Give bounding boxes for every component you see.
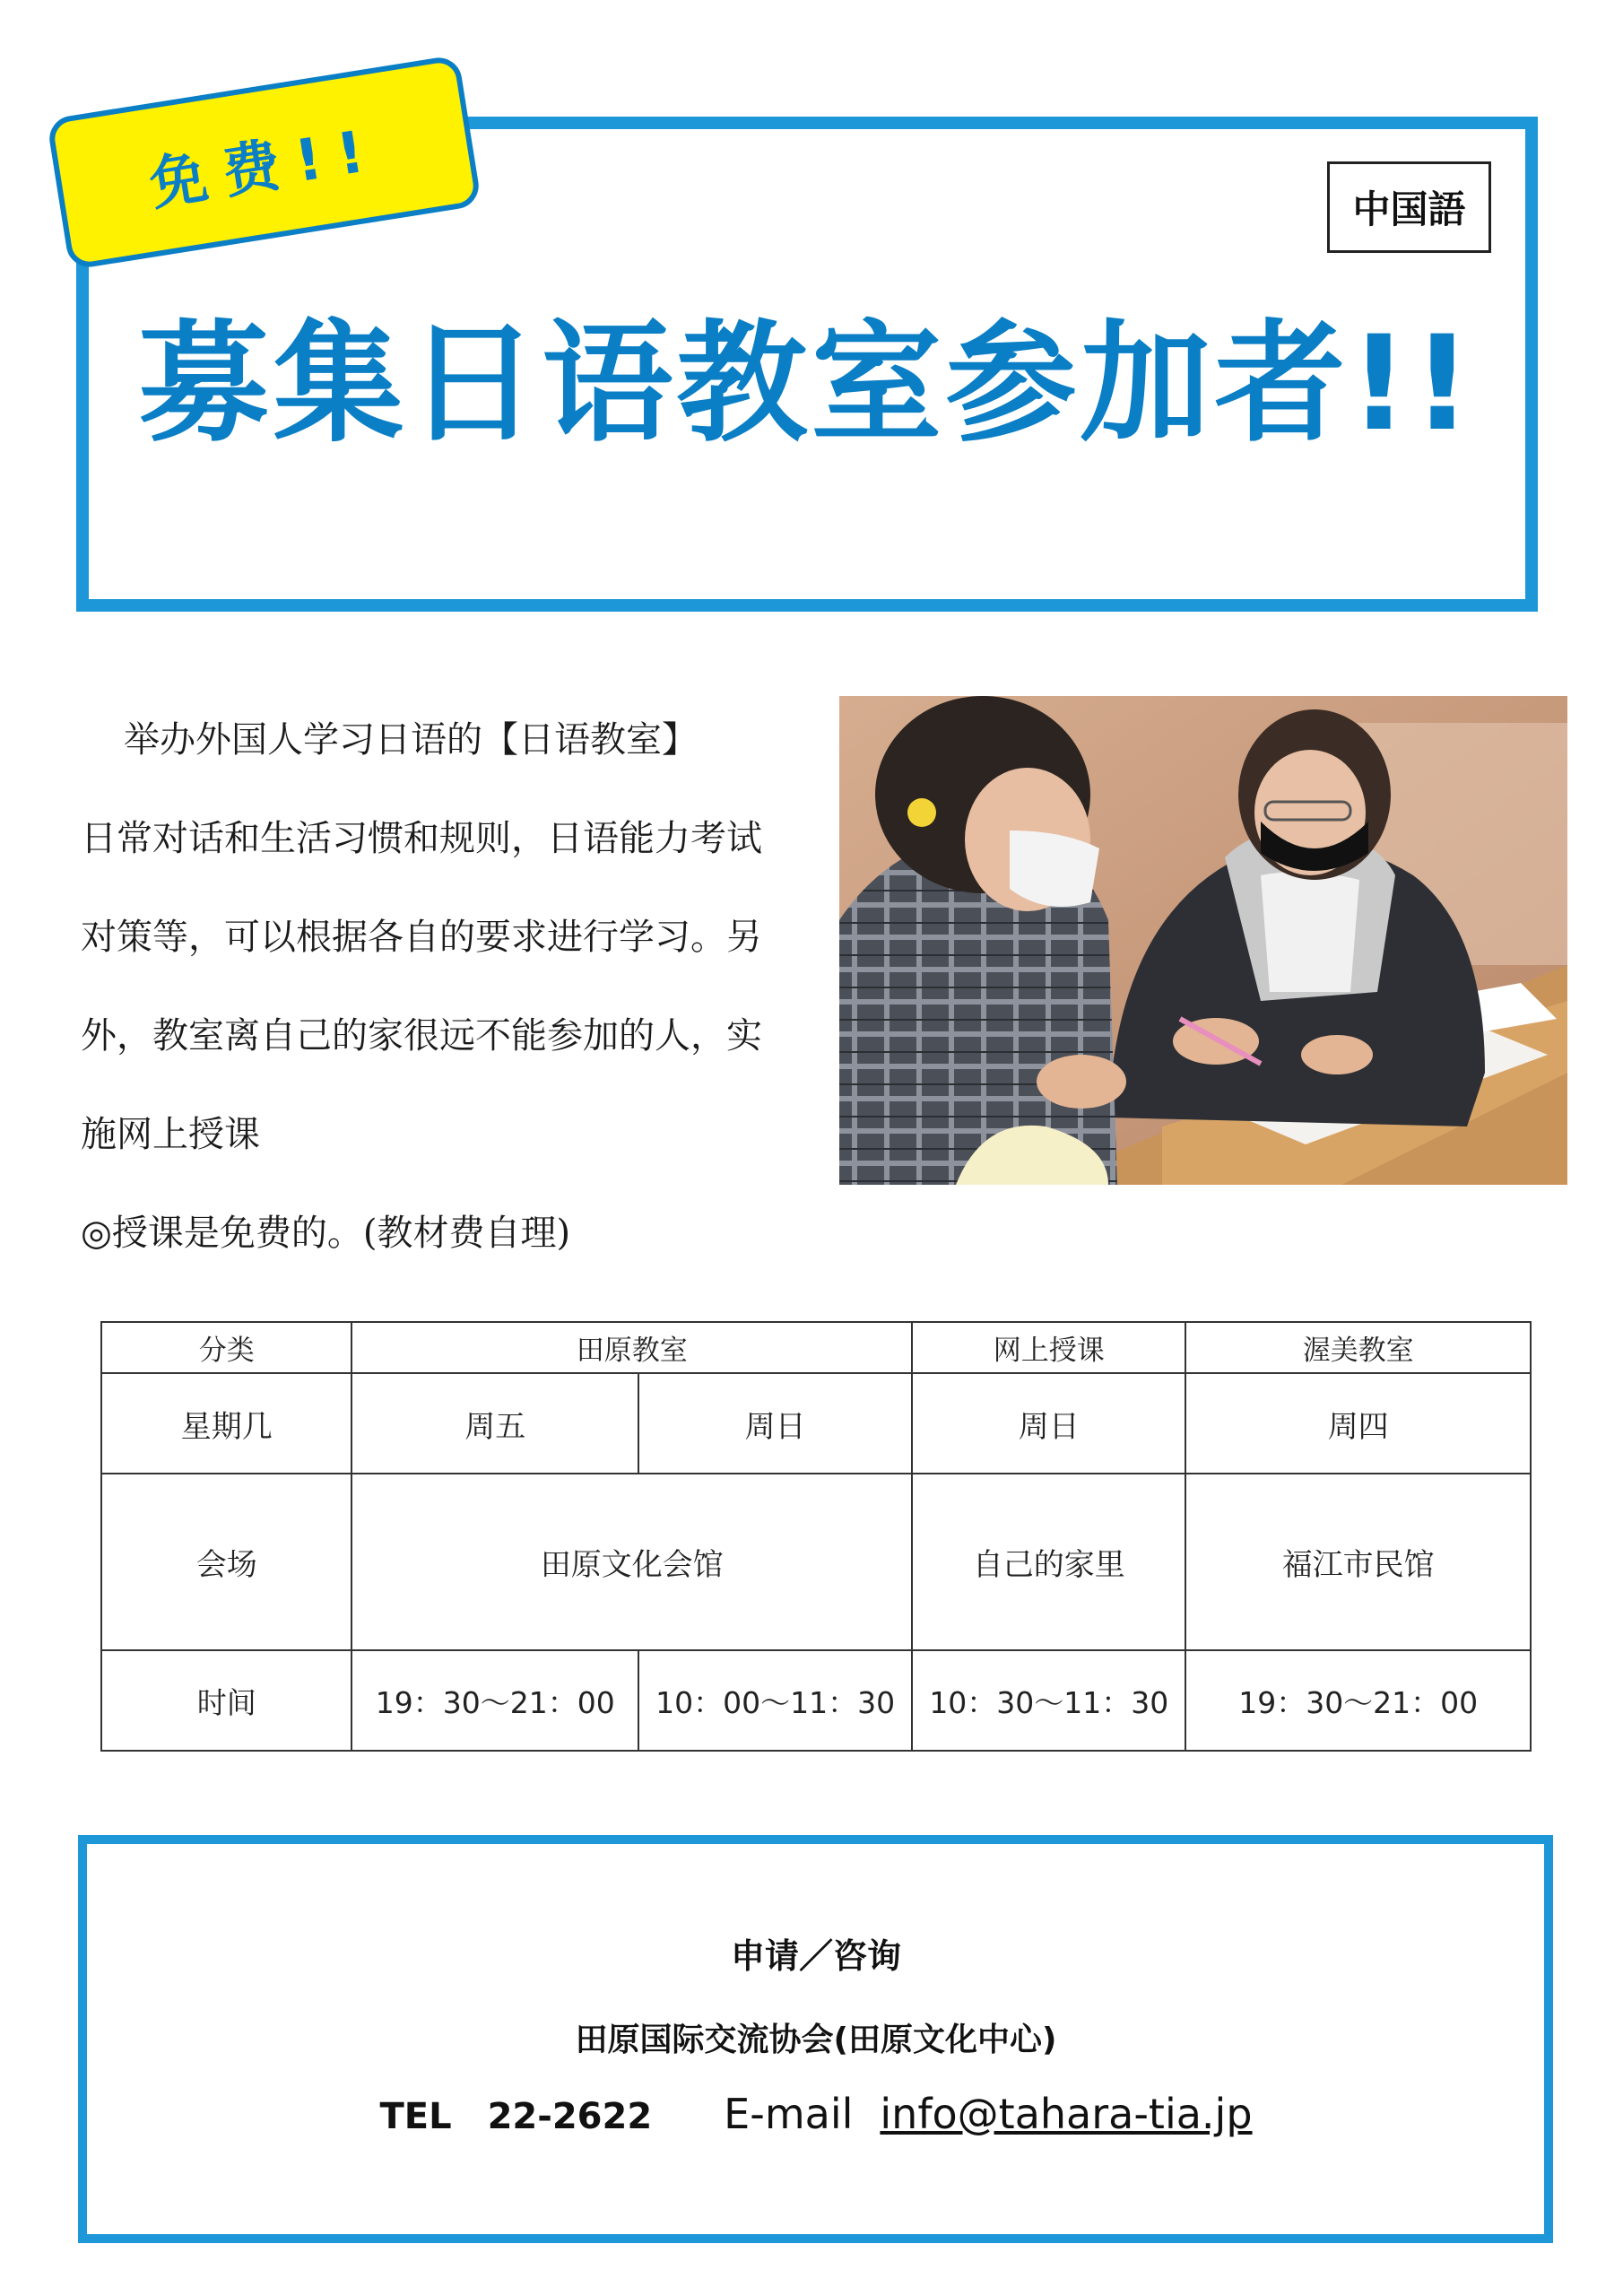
table-row-venue xyxy=(101,1474,1531,1650)
atsumi-day: 周四 xyxy=(1185,1373,1531,1474)
online-venue: 自己的家里 xyxy=(912,1474,1185,1650)
intro-line-2: 日常对话和生活习惯和规则，日语能力考试 xyxy=(81,818,762,859)
intro-line-4: 外，教室离自己的家很远不能参加的人，实 xyxy=(81,1015,762,1057)
contact-heading: 申请／咨询 xyxy=(730,1936,901,1976)
intro-line-3: 对策等，可以根据各自的要求进行学习。另 xyxy=(81,917,762,958)
intro-line-5: 施网上授课 xyxy=(81,1114,260,1155)
tahara-day-2: 周日 xyxy=(638,1373,912,1474)
tahara-time-2: 10：00～11：30 xyxy=(638,1650,912,1751)
tahara-day-1: 周五 xyxy=(352,1373,638,1474)
online-time: 10：30～11：30 xyxy=(912,1650,1185,1751)
table-row-time xyxy=(101,1650,1531,1751)
intro-text xyxy=(81,691,834,1283)
label-weekday: 星期几 xyxy=(101,1373,352,1474)
tahara-venue: 田原文化会馆 xyxy=(352,1474,912,1650)
label-time: 时间 xyxy=(101,1650,352,1751)
class-photo xyxy=(839,696,1567,1185)
schedule-table xyxy=(100,1321,1532,1752)
atsumi-time: 19：30～21：00 xyxy=(1185,1650,1531,1751)
label-venue: 会场 xyxy=(101,1474,352,1650)
header-atsumi: 渥美教室 xyxy=(1185,1322,1531,1373)
atsumi-venue: 福江市民馆 xyxy=(1185,1474,1531,1650)
label-category: 分类 xyxy=(101,1322,352,1373)
email-link[interactable]: info@tahara-tia.jp xyxy=(880,2090,1253,2138)
contact-tel-email-line xyxy=(81,2090,1551,2138)
free-badge: 免费!! xyxy=(47,55,482,271)
intro-line-1: 举办外国人学习日语的【日语教室】 xyxy=(124,719,698,761)
header-tahara: 田原教室 xyxy=(352,1322,912,1373)
email-label: E-mail xyxy=(724,2090,854,2138)
intro-line-6: ◎授课是免费的。(教材费自理) xyxy=(81,1213,571,1254)
contact-organization: 田原国际交流协会(田原文化中心) xyxy=(575,2022,1057,2058)
table-row-weekday xyxy=(101,1373,1531,1474)
tel-number: 22-2622 xyxy=(487,2096,653,2137)
page-title: 募集日语教室参加者!! xyxy=(138,308,1476,460)
online-day: 周日 xyxy=(912,1373,1185,1474)
class-photo-illustration xyxy=(839,696,1567,1185)
header-online: 网上授课 xyxy=(912,1322,1185,1373)
tel-label: TEL xyxy=(379,2096,452,2137)
language-tag: 中国語 xyxy=(1327,161,1491,253)
table-row-category xyxy=(101,1322,1531,1373)
tahara-time-1: 19：30～21：00 xyxy=(352,1650,638,1751)
